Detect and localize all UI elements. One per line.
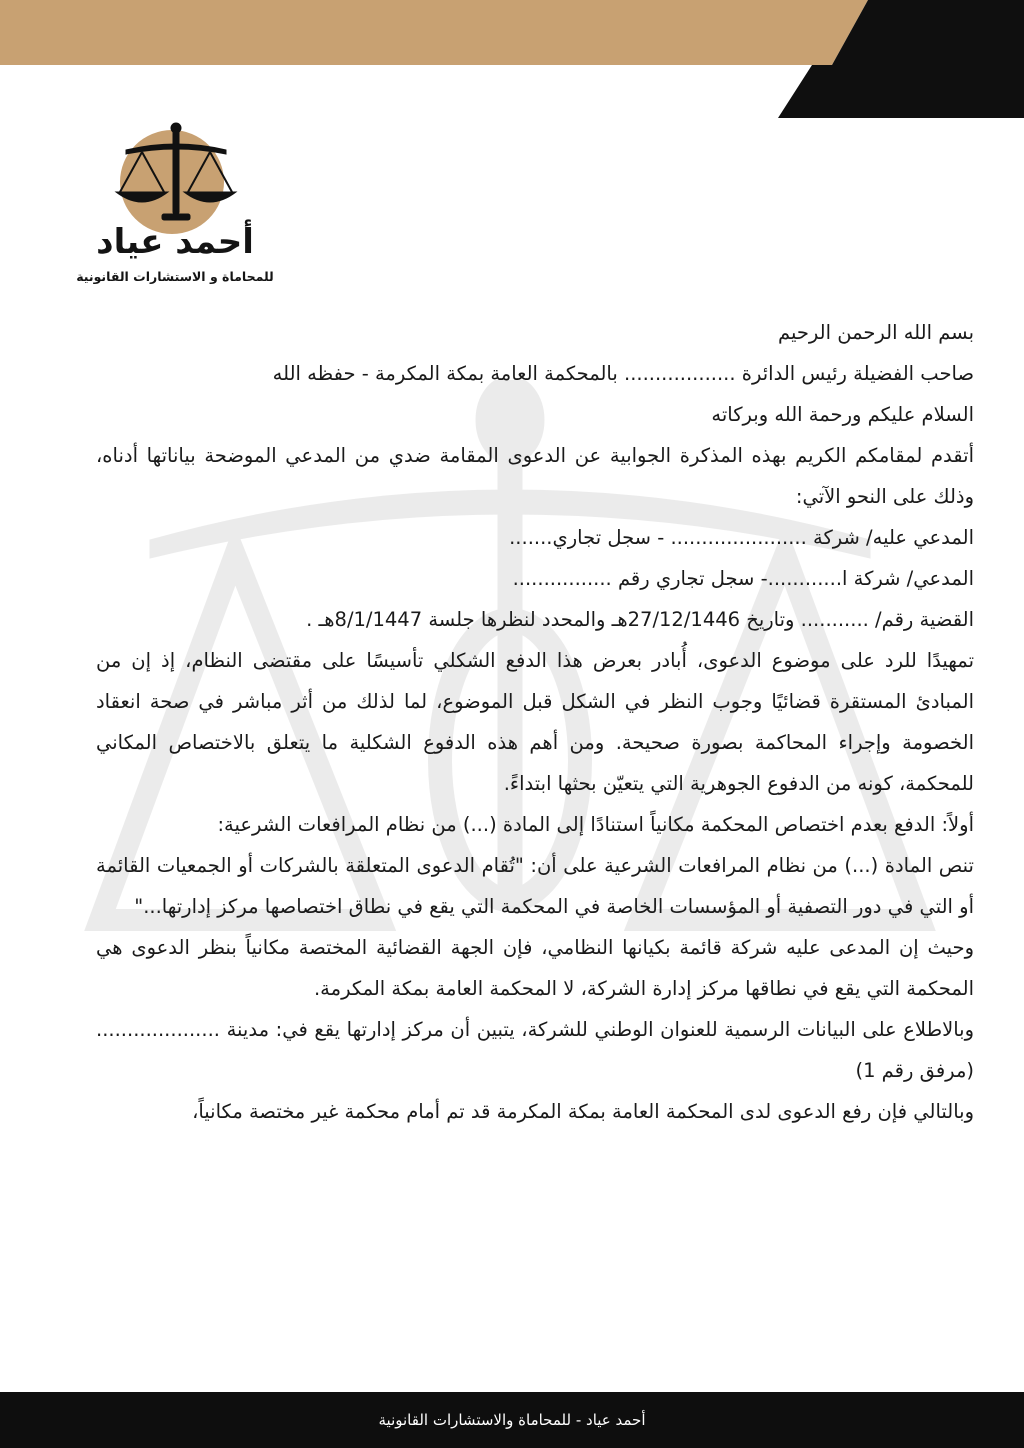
conclusion-paragraph: وبالتالي فإن رفع الدعوى لدى المحكمة العامة بمكة المكرمة قد تم أمام محكمة غير مختصة مكانياً، bbox=[192, 1100, 974, 1123]
footer-text: أحمد عياد - للمحاماة والاستشارات القانونية bbox=[378, 1411, 646, 1429]
first-defense-heading: أولاً: الدفع بعدم اختصاص المحكمة مكانياً استنادًا إلى المادة (...) من نظام المرافعات الشرعية: bbox=[217, 813, 974, 836]
reasoning-paragraph: وحيث إن المدعى عليه شركة قائمة بكيانها النظامي، فإن الجهة القضائية المختصة مكانياً بنظر الدعوى هي المحكمة التي يقع في نطاقها مركز إدارة الشركة، لا المحكمة العامة بمكة المكرمة. bbox=[96, 936, 974, 1000]
header-band bbox=[0, 0, 1024, 130]
case-line: القضية رقم/ ........... وتاريخ 27/12/1446هـ والمحدد لنظرها جلسة 8/1/1447هـ . bbox=[306, 608, 974, 631]
basmala: بسم الله الرحمن الرحيم bbox=[778, 321, 974, 344]
intro-paragraph: أتقدم لمقامكم الكريم بهذه المذكرة الجوابية عن الدعوى المقامة ضدي من المدعي الموضحة بياناتها أدناه، وذلك على النحو الآتي: bbox=[96, 444, 974, 508]
logo-name: أحمد عياد bbox=[96, 222, 254, 262]
header-gold-strip bbox=[0, 0, 868, 65]
addressee: صاحب الفضيلة رئيس الدائرة .................. بالمحكمة العامة بمكة المكرمة - حفظه الله bbox=[272, 362, 974, 385]
logo-subtitle: للمحاماة و الاستشارات القانونية bbox=[76, 269, 274, 284]
letter-body bbox=[96, 312, 974, 1132]
preface-paragraph: تمهيدًا للرد على موضوع الدعوى، أُبادر بعرض هذا الدفع الشكلي تأسيسًا على مقتضى النظام، إذ إن من المبادئ المستقرة قضائيًا وجوب النظر في الشكل قبل الموضوع، لما لذلك من أثر مباشر في صحة انعقاد الخصومة وإجراء المحاكمة بصورة صحيحة. ومن أهم هذه الدفوع الشكلية ما يتعلق بالاختصاص المكاني للمحكمة، كونه من الدفوع الجوهرية التي يتعيّن بحثها ابتداءً. bbox=[96, 649, 974, 795]
defendant-line: المدعي عليه/ شركة ...................... - سجل تجاري....... bbox=[509, 526, 974, 549]
greeting: السلام عليكم ورحمة الله وبركاته bbox=[711, 403, 974, 426]
article-quote: تنص المادة (...) من نظام المرافعات الشرعية على أن: "تُقام الدعوى المتعلقة بالشركات أو الجمعيات القائمة أو التي في دور التصفية أو المؤسسات الخاصة في المحكمة التي يقع في نطاق اختصاصها مركز إدارتها..." bbox=[96, 854, 974, 918]
plaintiff-line: المدعي/ شركة ا............- سجل تجاري رقم ................ bbox=[512, 567, 974, 590]
evidence-paragraph: وبالاطلاع على البيانات الرسمية للعنوان الوطني للشركة، يتبين أن مركز إدارتها يقع في: مدينة .................... (مرفق رقم 1) bbox=[96, 1018, 974, 1082]
